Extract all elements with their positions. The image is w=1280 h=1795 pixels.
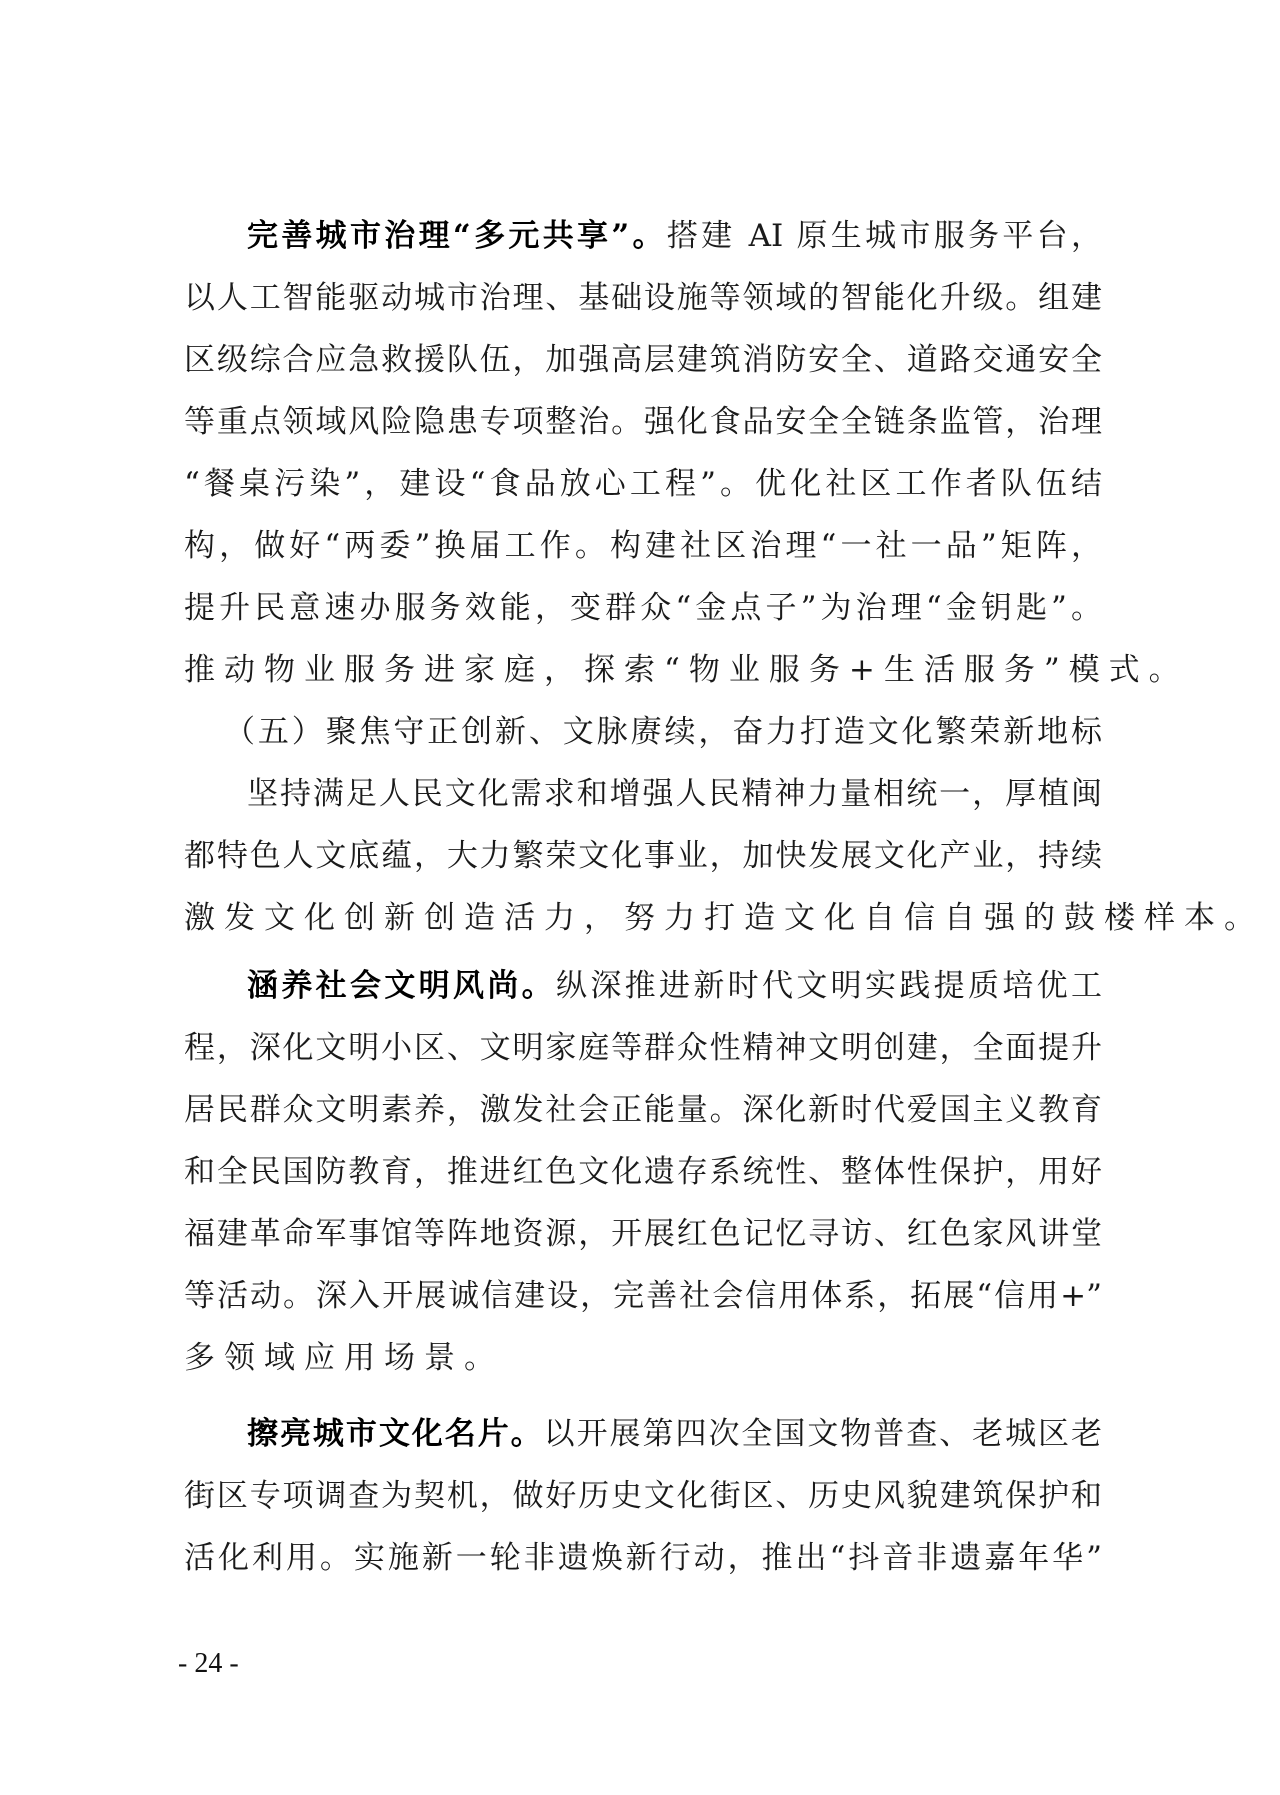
paragraph-line [247,964,1102,1008]
paragraph-text: 搭建 AI 原生城市服务平台， [666,218,1103,254]
paragraph-line: 等重点领域风险隐患专项整治。强化食品安全全链条监管，治理 [184,404,1102,440]
paragraph-lead-heading: 擦亮城市文化名片。 [247,1416,544,1452]
paragraph-line: 和全民国防教育，推进红色文化遗存系统性、整体性保护，用好 [184,1154,1102,1190]
paragraph-line: 居民群众文明素养，激发社会正能量。深化新时代爱国主义教育 [184,1092,1102,1128]
paragraph-line: 都特色人文底蕴，大力繁荣文化事业，加快发展文化产业，持续 [184,838,1102,874]
paragraph-line: 等活动。深入开展诚信建设，完善社会信用体系，拓展“信用+” [184,1278,1102,1314]
paragraph-line: 多领域应用场景。 [184,1340,504,1376]
paragraph-lead-heading: 涵养社会文明风尚。 [247,968,556,1004]
paragraph-text: 纵深推进新时代文明实践提质培优工 [556,968,1102,1004]
paragraph-line: 以人工智能驱动城市治理、基础设施等领域的智能化升级。组建 [184,280,1102,316]
paragraph-line: 提升民意速办服务效能，变群众“金点子”为治理“金钥匙”。 [184,590,1102,626]
page-number: - 24 - [178,1648,239,1679]
paragraph-line: 街区专项调查为契机，做好历史文化街区、历史风貌建筑保护和 [184,1478,1102,1514]
paragraph-line: “餐桌污染”，建设“食品放心工程”。优化社区工作者队伍结 [184,466,1102,502]
paragraph-line: 推动物业服务进家庭，探索“物业服务+生活服务”模式。 [184,652,1189,688]
paragraph-text: 以开展第四次全国文物普查、老城区老 [543,1416,1102,1452]
paragraph-line: 坚持满足人民文化需求和增强人民精神力量相统一，厚植闽 [247,776,1102,812]
paragraph-line: 程，深化文明小区、文明家庭等群众性精神文明创建，全面提升 [184,1030,1102,1066]
paragraph-line: 福建革命军事馆等阵地资源，开展红色记忆寻访、红色家风讲堂 [184,1216,1102,1252]
paragraph-line: 构，做好“两委”换届工作。构建社区治理“一社一品”矩阵， [184,528,1102,564]
paragraph-line: 区级综合应急救援队伍，加强高层建筑消防安全、道路交通安全 [184,342,1102,378]
paragraph-line: 激发文化创新创造活力，努力打造文化自信自强的鼓楼样本。 [184,900,1264,936]
paragraph-line [247,1412,1102,1456]
paragraph-line: 活化利用。实施新一轮非遗焕新行动，推出“抖音非遗嘉年华” [184,1540,1102,1576]
section-heading: （五）聚焦守正创新、文脉赓续，奋力打造文化繁荣新地标 [224,714,1102,750]
paragraph-lead-heading: 完善城市治理“多元共享”。 [247,218,667,254]
paragraph-line [247,214,1102,258]
